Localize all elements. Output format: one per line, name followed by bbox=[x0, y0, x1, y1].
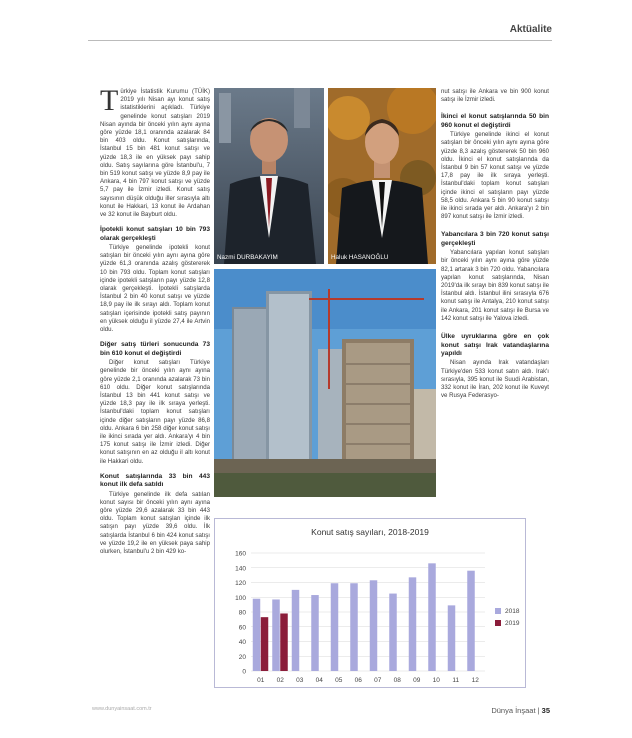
bar-2018-10 bbox=[428, 563, 436, 671]
portrait-2-caption: Haluk HASANOĞLU bbox=[331, 254, 389, 261]
y-tick-label: 120 bbox=[235, 580, 246, 587]
sales-chart bbox=[214, 518, 526, 688]
subheading-nationality: Ülke uyruklarına göre en çok konut satışı Irak vatandaşlarına yapıldı bbox=[441, 333, 549, 357]
drop-cap: T bbox=[100, 84, 119, 117]
portrait-nazmi-durbakayim bbox=[214, 88, 324, 264]
header-rule bbox=[88, 40, 552, 41]
bar-2018-01 bbox=[253, 599, 261, 671]
x-tick-label: 11 bbox=[452, 677, 460, 684]
left-text-column bbox=[100, 84, 210, 556]
legend-swatch-2019 bbox=[495, 620, 501, 626]
paragraph-other-sales: Diğer konut satışları Türkiye genelinde bir önceki yılın aynı ayına göre yüzde 2,1 oranında azalarak 73 bin 610 oldu. Diğer konut satışlarında İstanbul 13 bin 441 konut satışı ve yüzde 18,3 pay ile ilk sıraya yerleşti. İstanbul'daki toplam konut satışları içinde diğer satışların payı yüzde 86,8 oldu. Ankara 6 bin 258 diğer konut satışı ile ikinci sırada yer aldı. Ankara'yı 4 bin 175 konut satışı ile İzmir izledi. Diğer konut satışının en az olduğu il altı konut ile Hakkari oldu. bbox=[100, 359, 210, 465]
x-tick-label: 10 bbox=[432, 677, 440, 684]
bar-2018-02 bbox=[272, 599, 280, 671]
sales-chart-svg bbox=[215, 519, 525, 687]
x-tick-label: 06 bbox=[354, 677, 362, 684]
x-tick-label: 01 bbox=[257, 677, 265, 684]
section-header: Aktüalite bbox=[509, 24, 552, 35]
bar-2018-08 bbox=[389, 594, 397, 671]
y-tick-label: 0 bbox=[242, 668, 246, 676]
bar-2019-01 bbox=[261, 617, 269, 671]
subheading-foreign-sales: Yabancılara 3 bin 720 konut satışı gerçekleşti bbox=[441, 231, 549, 247]
portrait-haluk-hasanoglu bbox=[328, 88, 436, 264]
footer-magazine-name: Dünya İnşaat bbox=[491, 706, 536, 715]
bar-2018-04 bbox=[311, 595, 319, 671]
y-tick-label: 20 bbox=[238, 653, 246, 661]
y-tick-label: 140 bbox=[235, 565, 246, 573]
subheading-other-sales: Diğer satış türleri sonucunda 73 bin 610 konut el değiştirdi bbox=[100, 341, 210, 357]
x-tick-label: 05 bbox=[335, 677, 343, 684]
legend-label-2018: 2018 bbox=[505, 608, 520, 615]
paragraph-first-sales: Türkiye genelinde ilk defa satılan konut sayısı bir önceki yılın aynı ayına göre yüzde 29,6 azalarak 33 bin 443 oldu. Toplam konut satışları içinde ilk satışın payı yüzde 39,6 oldu. İlk satışlarda İstanbul 6 bin 424 konut satışı ve yüzde 19,2 ile en yüksek paya sahip olurken, İstanbul'u 2 bin 429 ko- bbox=[100, 490, 210, 555]
right-text-column bbox=[441, 88, 549, 400]
paragraph-continued: nut satışı ile Ankara ve bin 900 konut satışı ile İzmir izledi. bbox=[441, 88, 549, 104]
bar-2019-02 bbox=[280, 613, 288, 671]
paragraph-mortgage-sales: Türkiye genelinde ipotekli konut satışları bir önceki yılın aynı ayına göre yüzde 61,3 oranında azalış göstererek 10 bin 793 oldu. Toplam konut satışları içinde ipotekli satışların payı yüzde 12,8 olarak gerçekleşti. İpotekli satışlarda İstanbul 2 bin 40 konut satışı ve yüzde 18,9 pay ile ilk sırayı aldı. Toplam konut satışları içerisinde ipotekli satış payının en yüksek olduğu il yüzde 27,4 ile Artvin oldu. bbox=[100, 244, 210, 334]
x-tick-label: 02 bbox=[276, 677, 284, 684]
bar-2018-12 bbox=[467, 571, 475, 671]
paragraph-second-hand-sales: Türkiye genelinde ikinci el konut satışları bir önceki yılın aynı ayına göre yüzde 8,3 azalış göstererek 50 bin 960 oldu. İkinci el konut satışlarında da İstanbul 9 bin 57 konut satışı ve yüzde 17,8 pay ile ilk sıraya yerleşti. İstanbul'daki toplam konut satışları içinde ikinci el satışların payı yüzde 58,5 oldu. Ankara 5 bin 90 konut satışı ile ikinci sırada yer aldı. Ankara'yı 2 bin 897 konut satışı ile İzmir izledi. bbox=[441, 131, 549, 221]
subheading-first-sales: Konut satışlarında 33 bin 443 konut ilk defa satıldı bbox=[100, 472, 210, 489]
subheading-mortgage-sales: İpotekli konut satışları 10 bin 793 olarak gerçekleşti bbox=[100, 226, 210, 242]
x-tick-label: 12 bbox=[471, 677, 479, 684]
x-tick-label: 07 bbox=[374, 677, 382, 684]
paragraph-foreign-sales: Yabancılara yapılan konut satışları bir önceki yılın aynı ayına göre yüzde 82,1 artarak 3 bin 720 oldu. Yabancılara yapılan konut satışlarında, Nisan 2019'da ilk sırayı bin 839 konut satışı ile İstanbul aldı. İstanbul ilini sırasıyla 676 konut satışı ile Antalya, 210 konut satışı ile Ankara, 201 konut satışı ile Bursa ve 142 konut satışı ile Yalova izledi. bbox=[441, 249, 549, 322]
x-tick-label: 09 bbox=[413, 677, 421, 684]
paragraph-nationality: Nisan ayında Irak vatandaşları Türkiye'den 533 konut satın aldı. Irak'ı sırasıyla, 395 konut ile Suudi Arabistan, 332 konut ile İran, 202 konut ile Kuveyt ve Rusya Federasyo- bbox=[441, 359, 549, 400]
portrait-1-caption: Nazmi DURBAKAYIM bbox=[217, 254, 278, 261]
y-tick-label: 80 bbox=[238, 609, 246, 617]
y-tick-label: 60 bbox=[238, 624, 246, 632]
bar-2018-09 bbox=[409, 577, 417, 671]
construction-site-photo bbox=[214, 269, 436, 497]
bar-2018-06 bbox=[350, 583, 358, 671]
page-number: 35 bbox=[541, 706, 550, 715]
chart-title: Konut satış sayıları, 2018-2019 bbox=[311, 527, 429, 537]
construction-site-image bbox=[214, 269, 436, 497]
y-tick-label: 40 bbox=[238, 639, 246, 646]
subheading-second-hand-sales: İkinci el konut satışlarında 50 bin 960 konut el değiştirdi bbox=[441, 113, 549, 129]
intro-paragraph bbox=[100, 84, 210, 219]
x-tick-label: 03 bbox=[296, 677, 304, 684]
bar-2018-05 bbox=[331, 583, 339, 671]
footer-website[interactable]: www.dunyainsaat.com.tr bbox=[92, 706, 152, 712]
bar-2018-03 bbox=[292, 590, 300, 671]
x-tick-label: 08 bbox=[393, 677, 401, 684]
x-tick-label: 04 bbox=[315, 677, 323, 684]
portrait-1-image bbox=[214, 88, 324, 264]
legend-swatch-2018 bbox=[495, 608, 501, 614]
footer-page-info: Dünya İnşaat | 35 bbox=[491, 706, 550, 715]
intro-text: ürkiye İstatistik Kurumu (TÜİK) 2019 yılı Nisan ayı konut satış istatistiklerini açıkladı. Türkiye genelinde konut satışları 2019 Nisan ayında bir önceki yılın aynı ayına göre yüzde 18,1 oranında azalarak 84 bin 403 oldu. Konut satışlarında, İstanbul 15 bin 481 konut satışı ve yüzde 18,3 ile en yüksek payı sahip oldu. Satış sayılarına göre İstanbul'u, 7 bin 519 konut satışı ve yüzde 8,9 pay ile Ankara, 4 bin 797 konut satışı ve yüzde 5,7 pay ile İzmir izledi. Konut satış sayısının düşük olduğu iller sırasıyla altı konut ile Hakkari, 13 konut ile Ardahan ve 32 konut ile Bayburt oldu. bbox=[100, 88, 210, 219]
y-tick-label: 100 bbox=[235, 594, 246, 602]
legend-label-2019: 2019 bbox=[505, 620, 520, 627]
bar-2018-07 bbox=[370, 580, 378, 671]
bar-2018-11 bbox=[448, 605, 456, 671]
portrait-2-image bbox=[328, 88, 436, 264]
y-tick-label: 160 bbox=[235, 550, 246, 558]
